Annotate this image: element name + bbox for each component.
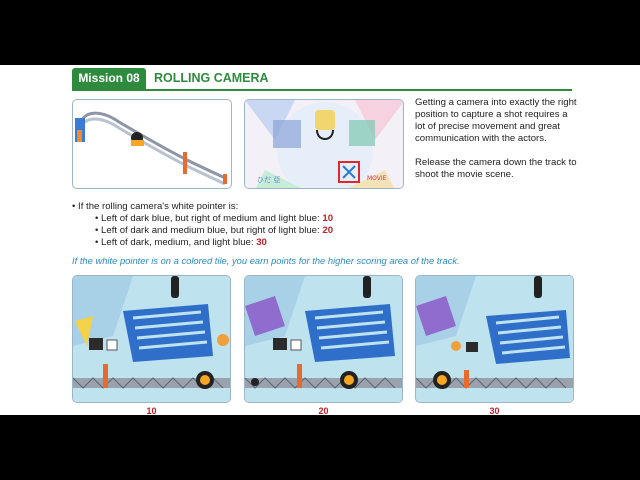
description-paragraph-2: Release the camera down the track to shoot the movie scene. (415, 157, 577, 180)
mat-illustration (245, 100, 404, 189)
photo-illustration (245, 276, 403, 403)
mission-header (72, 68, 572, 91)
mission-number-tag: Mission 08 (72, 68, 146, 89)
rule-item-text: Left of dark, medium, and light blue: (101, 237, 257, 248)
scoring-note: If the white pointer is on a colored tile, you earn points for the higher scoring area of the track. (72, 255, 460, 266)
mission-mat-image (244, 99, 404, 189)
mat-stamp-text: ひだ 亞 (257, 176, 281, 184)
rule-item: • Left of dark, medium, and light blue: 30 (95, 237, 267, 248)
example-photo-20-points (244, 275, 403, 403)
rules-intro-text: If the rolling camera's white pointer is: (78, 201, 239, 212)
photo-illustration (416, 276, 574, 403)
example-photo-30-points (415, 275, 574, 403)
photo-illustration (73, 276, 231, 403)
rule-item: • Left of dark blue, but right of medium and light blue: 10 (95, 213, 334, 224)
rule-item-text: Left of dark and medium blue, but right of light blue: (101, 225, 323, 236)
track-illustration (73, 100, 232, 189)
rule-points: 10 (322, 213, 334, 224)
rolling-camera-track-image (72, 99, 232, 189)
description-paragraph-1: Getting a camera into exactly the right position to capture a shot requires a lot of precise movement and great communication with the actors. (415, 97, 577, 144)
rule-points: 30 (256, 237, 267, 248)
example-photo-10-points (72, 275, 231, 403)
rules-intro: • If the rolling camera's white pointer is: (72, 201, 239, 212)
mission-page (0, 65, 640, 415)
mission-description (415, 97, 577, 193)
mat-card-text: MOVIE (367, 175, 387, 182)
photo-points-label: 10 (146, 406, 157, 415)
rule-item-text: Left of dark blue, but right of medium and light blue: (101, 213, 323, 224)
photo-points-label: 30 (489, 406, 500, 415)
scoring-rules (72, 201, 572, 249)
rule-item: • Left of dark and medium blue, but right of light blue: 20 (95, 225, 334, 236)
photo-points-label: 20 (318, 406, 329, 415)
rule-points: 20 (322, 225, 334, 236)
mission-title: ROLLING CAMERA (154, 71, 269, 85)
